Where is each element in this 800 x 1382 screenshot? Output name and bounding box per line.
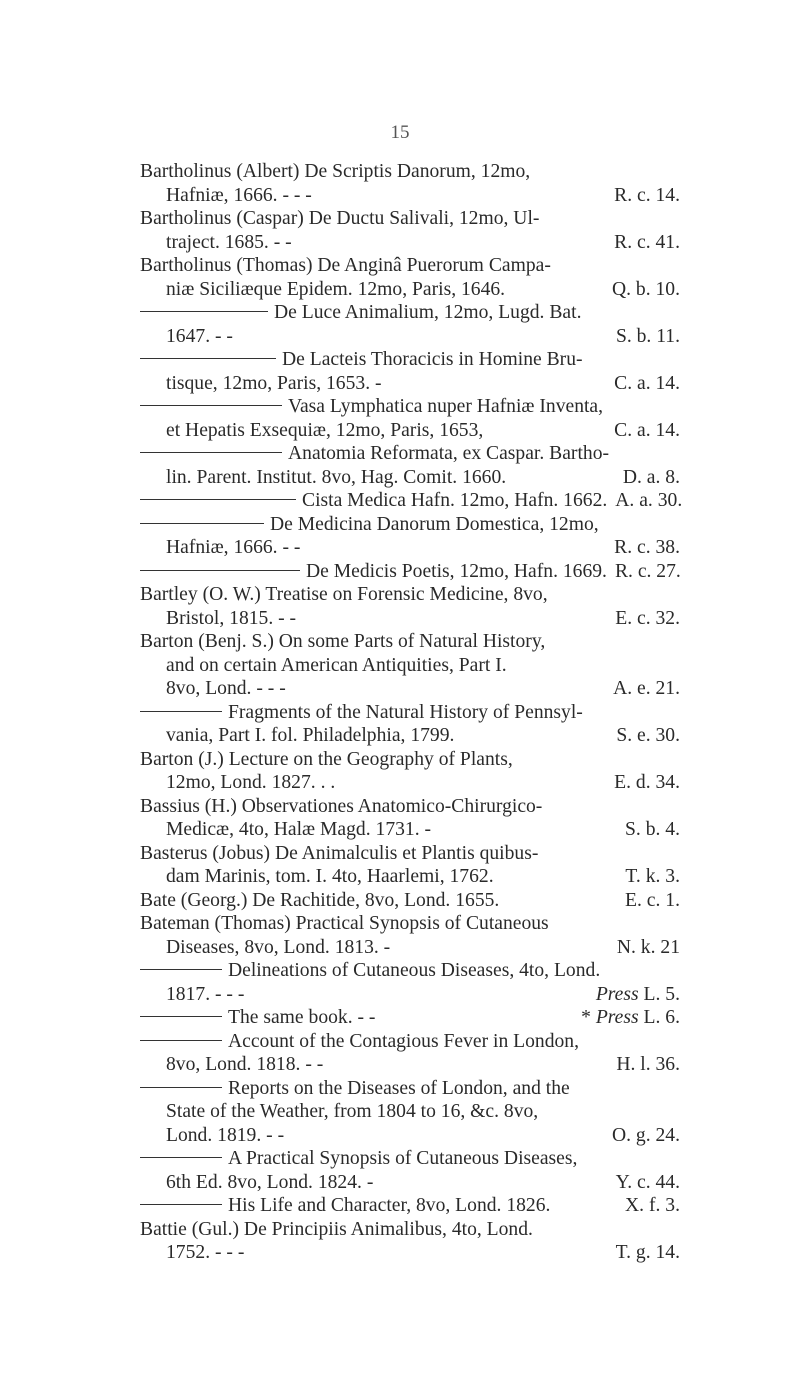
entry-line	[140, 1030, 680, 1054]
entry-line	[140, 513, 680, 537]
entry-line	[140, 630, 680, 654]
catalogue-entry	[140, 348, 680, 395]
ditto-rule	[140, 1040, 222, 1041]
ditto-rule	[140, 405, 282, 406]
shelf-mark: E. d. 34.	[614, 772, 680, 793]
entry-line	[140, 278, 680, 302]
entry-text: Vasa Lymphatica nuper Hafniæ Inventa,	[288, 396, 604, 417]
entry-text: Battie (Gul.) De Principiis Animalibus, 4to, Lond.	[140, 1218, 533, 1240]
entry-text: His Life and Character, 8vo, Lond. 1826.	[228, 1195, 551, 1216]
entry-text: Lond. 1819. - -	[166, 1124, 285, 1146]
catalogue-entry	[140, 395, 680, 442]
shelf-mark: * Press L. 6.	[581, 1007, 680, 1028]
shelf-mark: N. k. 21	[616, 936, 680, 958]
catalogue-entry	[140, 160, 680, 207]
entry-line	[140, 889, 680, 913]
catalogue-entry	[140, 513, 680, 560]
ditto-rule	[140, 570, 300, 571]
ditto-rule	[140, 311, 268, 312]
entry-text: Delineations of Cutaneous Diseases, 4to, Lond.	[228, 960, 601, 981]
entry-line	[140, 795, 680, 819]
shelf-mark: E. c. 1.	[625, 889, 680, 911]
entry-line	[140, 1124, 680, 1148]
entry-line	[140, 724, 680, 748]
ditto-rule	[140, 969, 222, 970]
entry-text: Barton (Benj. S.) On some Parts of Natural History,	[140, 631, 546, 652]
entry-line	[140, 1006, 680, 1030]
shelf-mark: C. a. 14.	[614, 372, 680, 394]
entry-line	[140, 912, 680, 936]
entry-line	[140, 1218, 680, 1242]
catalogue-entry	[140, 1030, 680, 1077]
catalogue-entry	[140, 842, 680, 889]
entry-text: dam Marinis, tom. I. 4to, Haarlemi, 1762.	[166, 866, 494, 887]
entry-text: A Practical Synopsis of Cutaneous Diseases,	[228, 1148, 578, 1169]
shelf-mark: Y. c. 44.	[615, 1171, 680, 1193]
entry-line	[140, 207, 680, 231]
shelf-mark: A. e. 21.	[613, 678, 680, 699]
entry-text: vania, Part I. fol. Philadelphia, 1799.	[166, 725, 455, 746]
entry-line	[140, 1147, 680, 1171]
entry-text: Medicæ, 4to, Halæ Magd. 1731. -	[166, 819, 432, 840]
entry-text: Bartholinus (Albert) De Scriptis Danorum, 12mo,	[140, 161, 531, 182]
shelf-mark: Press L. 5.	[595, 983, 680, 1005]
catalogue-entry	[140, 701, 680, 748]
entry-line	[140, 701, 680, 725]
entry-text: Diseases, 8vo, Lond. 1813. -	[166, 936, 391, 958]
catalogue-entry	[140, 1077, 680, 1148]
catalogue-entry	[140, 1194, 680, 1218]
entry-line	[140, 748, 680, 772]
entry-text: et Hepatis Exsequiæ, 12mo, Paris, 1653,	[166, 419, 484, 441]
shelf-mark: R. c. 27.	[614, 560, 681, 582]
entry-text: Anatomia Reformata, ex Caspar. Bartho-	[288, 443, 610, 464]
entry-line	[140, 654, 680, 678]
entry-text: traject. 1685. - -	[166, 231, 292, 253]
entry-text: Bartholinus (Caspar) De Ductu Salivali, 12mo, Ul-	[140, 208, 540, 229]
entry-line	[140, 842, 680, 866]
entry-line	[140, 936, 680, 960]
catalogue-entry	[140, 1147, 680, 1194]
shelf-mark: H. l. 36.	[616, 1054, 680, 1075]
entry-line	[140, 677, 680, 701]
ditto-rule	[140, 1016, 222, 1017]
shelf-mark: R. c. 41.	[614, 231, 680, 253]
entry-text: Reports on the Diseases of London, and the	[228, 1077, 570, 1099]
entry-line	[140, 231, 680, 255]
entry-line	[140, 865, 680, 889]
ditto-rule	[140, 523, 264, 524]
catalogue-entry	[140, 959, 680, 1006]
entry-text: and on certain American Antiquities, Part I.	[166, 654, 507, 676]
entry-line	[140, 184, 680, 208]
entry-line	[140, 583, 680, 607]
catalogue-entry	[140, 301, 680, 348]
shelf-mark: A. a. 30.	[615, 490, 683, 511]
entry-line	[140, 560, 680, 584]
shelf-mark: D. a. 8.	[622, 466, 680, 488]
entry-line	[140, 160, 680, 184]
entry-text: De Lacteis Thoracicis in Homine Bru-	[282, 349, 583, 370]
entry-line	[140, 607, 680, 631]
shelf-mark: S. b. 4.	[625, 819, 680, 840]
entry-line	[140, 771, 680, 795]
catalogue-entry	[140, 748, 680, 795]
entry-line	[140, 348, 680, 372]
entry-line	[140, 419, 680, 443]
entry-text: Hafniæ, 1666. - - -	[166, 184, 312, 206]
ditto-rule	[140, 452, 282, 453]
entry-line	[140, 301, 680, 325]
entry-text: 1752. - - -	[166, 1242, 245, 1263]
shelf-mark: R. c. 38.	[614, 537, 680, 558]
entry-text: Bartholinus (Thomas) De Anginâ Puerorum Campa-	[140, 255, 551, 276]
entry-line	[140, 983, 680, 1007]
catalogue-entry	[140, 489, 683, 513]
entry-line	[140, 489, 683, 513]
shelf-mark: T. g. 14.	[615, 1242, 680, 1263]
entry-line	[140, 442, 680, 466]
ditto-rule	[140, 1157, 222, 1158]
catalogue-entry	[140, 442, 680, 489]
entry-text: 6th Ed. 8vo, Lond. 1824. -	[166, 1171, 374, 1193]
entry-line	[140, 254, 680, 278]
entry-text: De Luce Animalium, 12mo, Lugd. Bat.	[274, 302, 582, 323]
catalogue-entry	[140, 583, 680, 630]
entry-text: Bristol, 1815. - -	[166, 607, 297, 629]
catalogue-entry	[140, 207, 680, 254]
entry-text: Basterus (Jobus) De Animalculis et Plantis quibus-	[140, 842, 539, 864]
entry-text: Cista Medica Hafn. 12mo, Hafn. 1662.	[302, 490, 608, 511]
entry-text: Bateman (Thomas) Practical Synopsis of Cutaneous	[140, 913, 549, 934]
ditto-rule	[140, 711, 222, 712]
entry-text: Bartley (O. W.) Treatise on Forensic Medicine, 8vo,	[140, 584, 548, 605]
entry-text: 1647. - -	[166, 325, 233, 347]
catalogue-entry	[140, 1218, 680, 1265]
catalogue-entry	[140, 795, 680, 842]
entry-line	[140, 1171, 680, 1195]
shelf-mark: R. c. 14.	[614, 184, 680, 206]
entry-text: niæ Siciliæque Epidem. 12mo, Paris, 1646.	[166, 278, 506, 300]
entry-text: 8vo, Lond. 1818. - -	[166, 1054, 324, 1075]
shelf-mark: Q. b. 10.	[611, 278, 680, 300]
catalogue-entry	[140, 912, 680, 959]
entry-line	[140, 325, 680, 349]
entry-text: Account of the Contagious Fever in London,	[228, 1030, 579, 1052]
page-number: 15	[390, 122, 410, 143]
entry-line	[140, 536, 680, 560]
entry-text: 8vo, Lond. - - -	[166, 678, 286, 699]
entry-text: 12mo, Lond. 1827. . .	[166, 772, 336, 793]
catalogue-entry	[140, 630, 680, 701]
entry-text: tisque, 12mo, Paris, 1653. -	[166, 372, 382, 394]
entry-text: Fragments of the Natural History of Pennsyl-	[228, 701, 583, 723]
catalogue-entry	[140, 889, 680, 913]
catalogue-entry	[140, 254, 680, 301]
entry-line	[140, 1241, 680, 1265]
entry-text: De Medicina Danorum Domestica, 12mo,	[270, 513, 599, 535]
entry-line	[140, 466, 680, 490]
entry-line	[140, 1077, 680, 1101]
ditto-rule	[140, 1204, 222, 1205]
entry-line	[140, 818, 680, 842]
entry-text: 1817. - - -	[166, 983, 245, 1005]
entry-text: De Medicis Poetis, 12mo, Hafn. 1669.	[306, 560, 607, 582]
entry-text: State of the Weather, from 1804 to 16, &c. 8vo,	[166, 1101, 539, 1122]
entry-text: Hafniæ, 1666. - -	[166, 537, 301, 558]
entry-line	[140, 959, 680, 983]
entry-line	[140, 1100, 680, 1124]
entry-line	[140, 1053, 680, 1077]
ditto-rule	[140, 1087, 222, 1088]
catalogue-entry	[140, 560, 680, 584]
catalogue-entry	[140, 1006, 680, 1030]
entry-text: The same book. - -	[228, 1007, 376, 1028]
shelf-mark: C. a. 14.	[614, 419, 680, 441]
entry-line	[140, 395, 680, 419]
entry-line	[140, 1194, 680, 1218]
entry-line	[140, 372, 680, 396]
shelf-mark: S. b. 11.	[615, 325, 680, 347]
shelf-mark: O. g. 24.	[611, 1124, 680, 1146]
shelf-mark: T. k. 3.	[625, 866, 680, 887]
entry-text: Barton (J.) Lecture on the Geography of Plants,	[140, 748, 513, 770]
shelf-mark: X. f. 3.	[625, 1195, 680, 1216]
entry-text: lin. Parent. Institut. 8vo, Hag. Comit. 1660.	[166, 466, 507, 488]
entry-text: Bate (Georg.) De Rachitide, 8vo, Lond. 1655.	[140, 889, 500, 911]
ditto-rule	[140, 358, 276, 359]
shelf-mark: S. e. 30.	[616, 725, 680, 746]
shelf-mark: E. c. 32.	[615, 607, 680, 629]
ditto-rule	[140, 499, 296, 500]
catalogue-entries	[140, 160, 683, 1265]
entry-text: Bassius (H.) Observationes Anatomico-Chirurgico-	[140, 795, 543, 817]
